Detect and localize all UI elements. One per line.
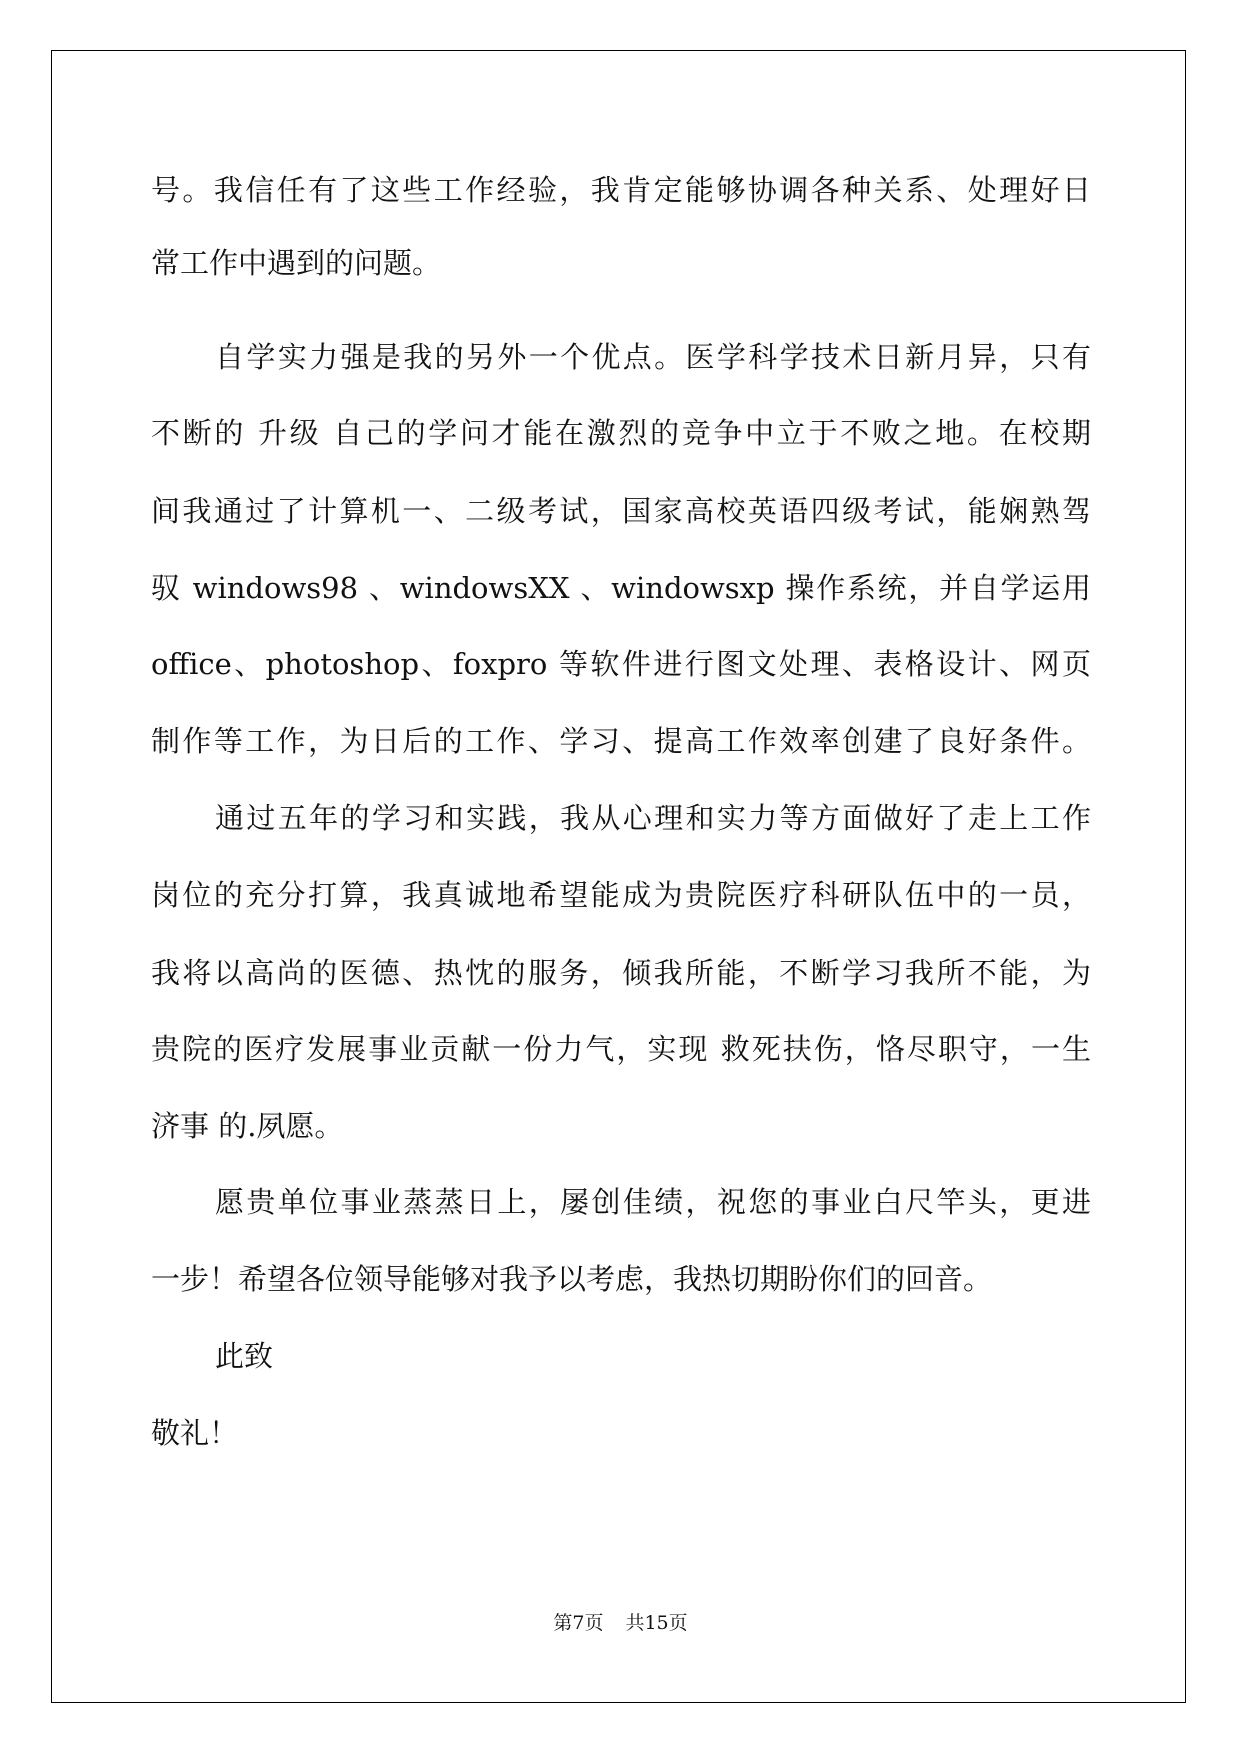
body-line: 我将以高尚的医德、热忱的服务，倾我所能，不断学习我所不能，为 — [151, 956, 1091, 990]
salutation-line: 敬礼！ — [151, 1416, 239, 1450]
body-line: 常工作中遇到的问题。 — [151, 246, 442, 280]
body-line: 不断的 升级 自己的学问才能在激烈的竞争中立于不败之地。在校期 — [151, 416, 1091, 450]
body-line: 一步！希望各位领导能够对我予以考虑，我热切期盼你们的回音。 — [151, 1262, 993, 1296]
body-line: 岗位的充分打算，我真诚地希望能成为贵院医疗科研队伍中的一员， — [151, 878, 1091, 912]
page-total: 共15页 — [625, 1612, 688, 1634]
body-line: 间我通过了计算机一、二级考试，国家高校英语四级考试，能娴熟驾 — [151, 494, 1091, 528]
page-footer — [0, 1608, 1241, 1638]
salutation-line: 此致 — [215, 1339, 274, 1373]
body-line: office、photoshop、foxpro 等软件进行图文处理、表格设计、网页 — [151, 647, 1091, 681]
body-line: 济事 的.夙愿。 — [151, 1109, 344, 1143]
page-number: 第7页 — [553, 1612, 604, 1634]
body-line: 愿贵单位事业蒸蒸日上，屡创佳绩，祝您的事业白尺竿头，更进 — [215, 1185, 1091, 1219]
body-line: 制作等工作，为日后的工作、学习、提高工作效率创建了良好条件。 — [151, 724, 1091, 758]
body-line: 自学实力强是我的另外一个优点。医学科学技术日新月异，只有 — [215, 340, 1091, 374]
body-line: 驭 windows98 、windowsXX 、windowsxp 操作系统，并自学运用 — [151, 571, 1091, 605]
body-line: 贵院的医疗发展事业贡献一份力气，实现 救死扶伤，恪尽职守，一生 — [151, 1032, 1091, 1066]
body-line: 号。我信任有了这些工作经验，我肯定能够协调各种关系、处理好日 — [151, 173, 1091, 207]
body-line: 通过五年的学习和实践，我从心理和实力等方面做好了走上工作 — [215, 801, 1091, 835]
